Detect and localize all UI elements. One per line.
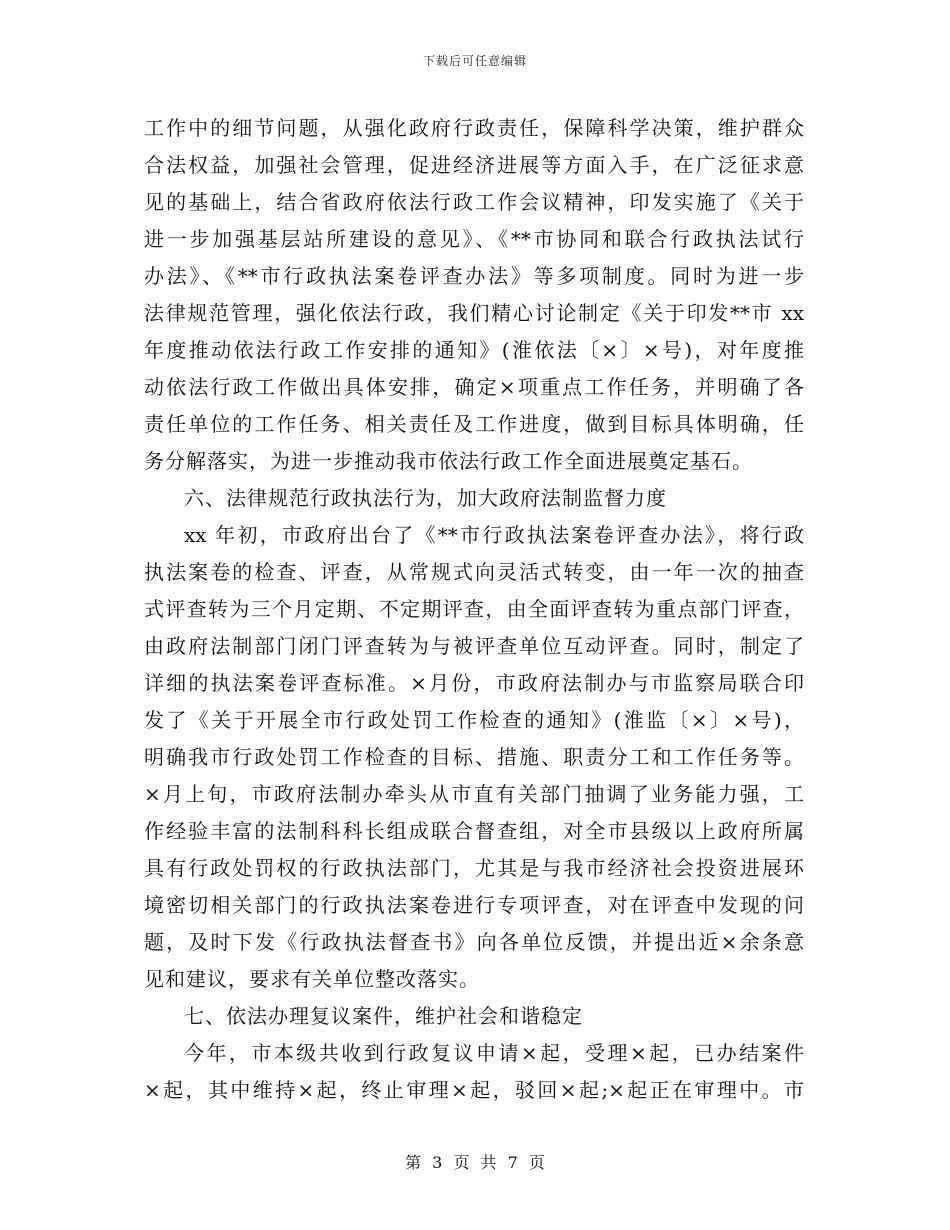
body-line: 年度推动依法行政工作安排的通知》(淮依法〔×〕×号)，对年度推 — [144, 338, 804, 362]
body-line: 责任单位的工作任务、相关责任及工作进度，做到目标具体明确，任 — [144, 412, 804, 436]
body-line: 进一步加强基层站所建设的意见》、《**市协同和联合行政执法试行 — [144, 227, 804, 251]
body-line: 发了《关于开展全市行政处罚工作检查的通知》(淮监〔×〕×号)， — [144, 708, 804, 732]
body-line: 具有行政处罚权的行政执法部门，尤其是与我市经济社会投资进展环 — [144, 856, 804, 880]
body-line: 见和建议，要求有关单位整改落实。 — [144, 967, 480, 991]
body-line: 执法案卷的检查、评查，从常规式向灵活式转变，由一年一次的抽查 — [144, 560, 804, 584]
body-line: 工作中的细节问题，从强化政府行政责任，保障科学决策，维护群众 — [144, 116, 804, 140]
body-line: 式评查转为三个月定期、不定期评查，由全面评查转为重点部门评查， — [144, 597, 804, 621]
paragraph-start: xx 年初，市政府出台了《**市行政执法案卷评查办法》，将行政 — [184, 523, 804, 547]
body-line: 法律规范管理，强化依法行政，我们精心讨论制定《关于印发**市 xx — [144, 301, 804, 325]
section-heading-7: 七、依法办理复议案件，维护社会和谐稳定 — [184, 1004, 583, 1028]
body-line: 办法》、《**市行政执法案卷评查办法》等多项制度。同时为进一步 — [144, 264, 804, 288]
body-line: 题，及时下发《行政执法督查书》向各单位反馈，并提出近×余条意 — [144, 930, 804, 954]
body-line: 见的基础上，结合省政府依法行政工作会议精神，印发实施了《关于 — [144, 190, 804, 214]
body-line: 动依法行政工作做出具体安排，确定×项重点工作任务，并明确了各 — [144, 375, 804, 399]
body-line: 由政府法制部门闭门评查转为与被评查单位互动评查。同时，制定了 — [144, 634, 804, 658]
body-line: 详细的执法案卷评查标准。×月份，市政府法制办与市监察局联合印 — [144, 671, 804, 695]
page-header: 下载后可任意编辑 — [422, 54, 527, 68]
document-body — [144, 110, 804, 1109]
body-line: ×月上旬，市政府法制办牵头从市直有关部门抽调了业务能力强，工 — [144, 782, 804, 806]
body-line: 作经验丰富的法制科科长组成联合督查组，对全市县级以上政府所属 — [144, 819, 804, 843]
body-line: ×起，其中维持×起，终止审理×起，驳回×起;×起正在审理中。市 — [144, 1078, 804, 1102]
paragraph-start: 今年，市本级共收到行政复议申请×起，受理×起，已办结案件 — [184, 1041, 804, 1065]
section-heading-6: 六、法律规范行政执法行为，加大政府法制监督力度 — [184, 486, 667, 510]
body-line: 合法权益，加强社会管理，促进经济进展等方面入手，在广泛征求意 — [144, 153, 804, 177]
page-footer: 第 3 页 共 7 页 — [405, 1153, 545, 1172]
body-line: 明确我市行政处罚工作检查的目标、措施、职责分工和工作任务等。 — [144, 745, 804, 769]
body-line: 境密切相关部门的行政执法案卷进行专项评查，对在评查中发现的问 — [144, 893, 804, 917]
body-line: 务分解落实，为进一步推动我市依法行政工作全面进展奠定基石。 — [144, 449, 753, 473]
